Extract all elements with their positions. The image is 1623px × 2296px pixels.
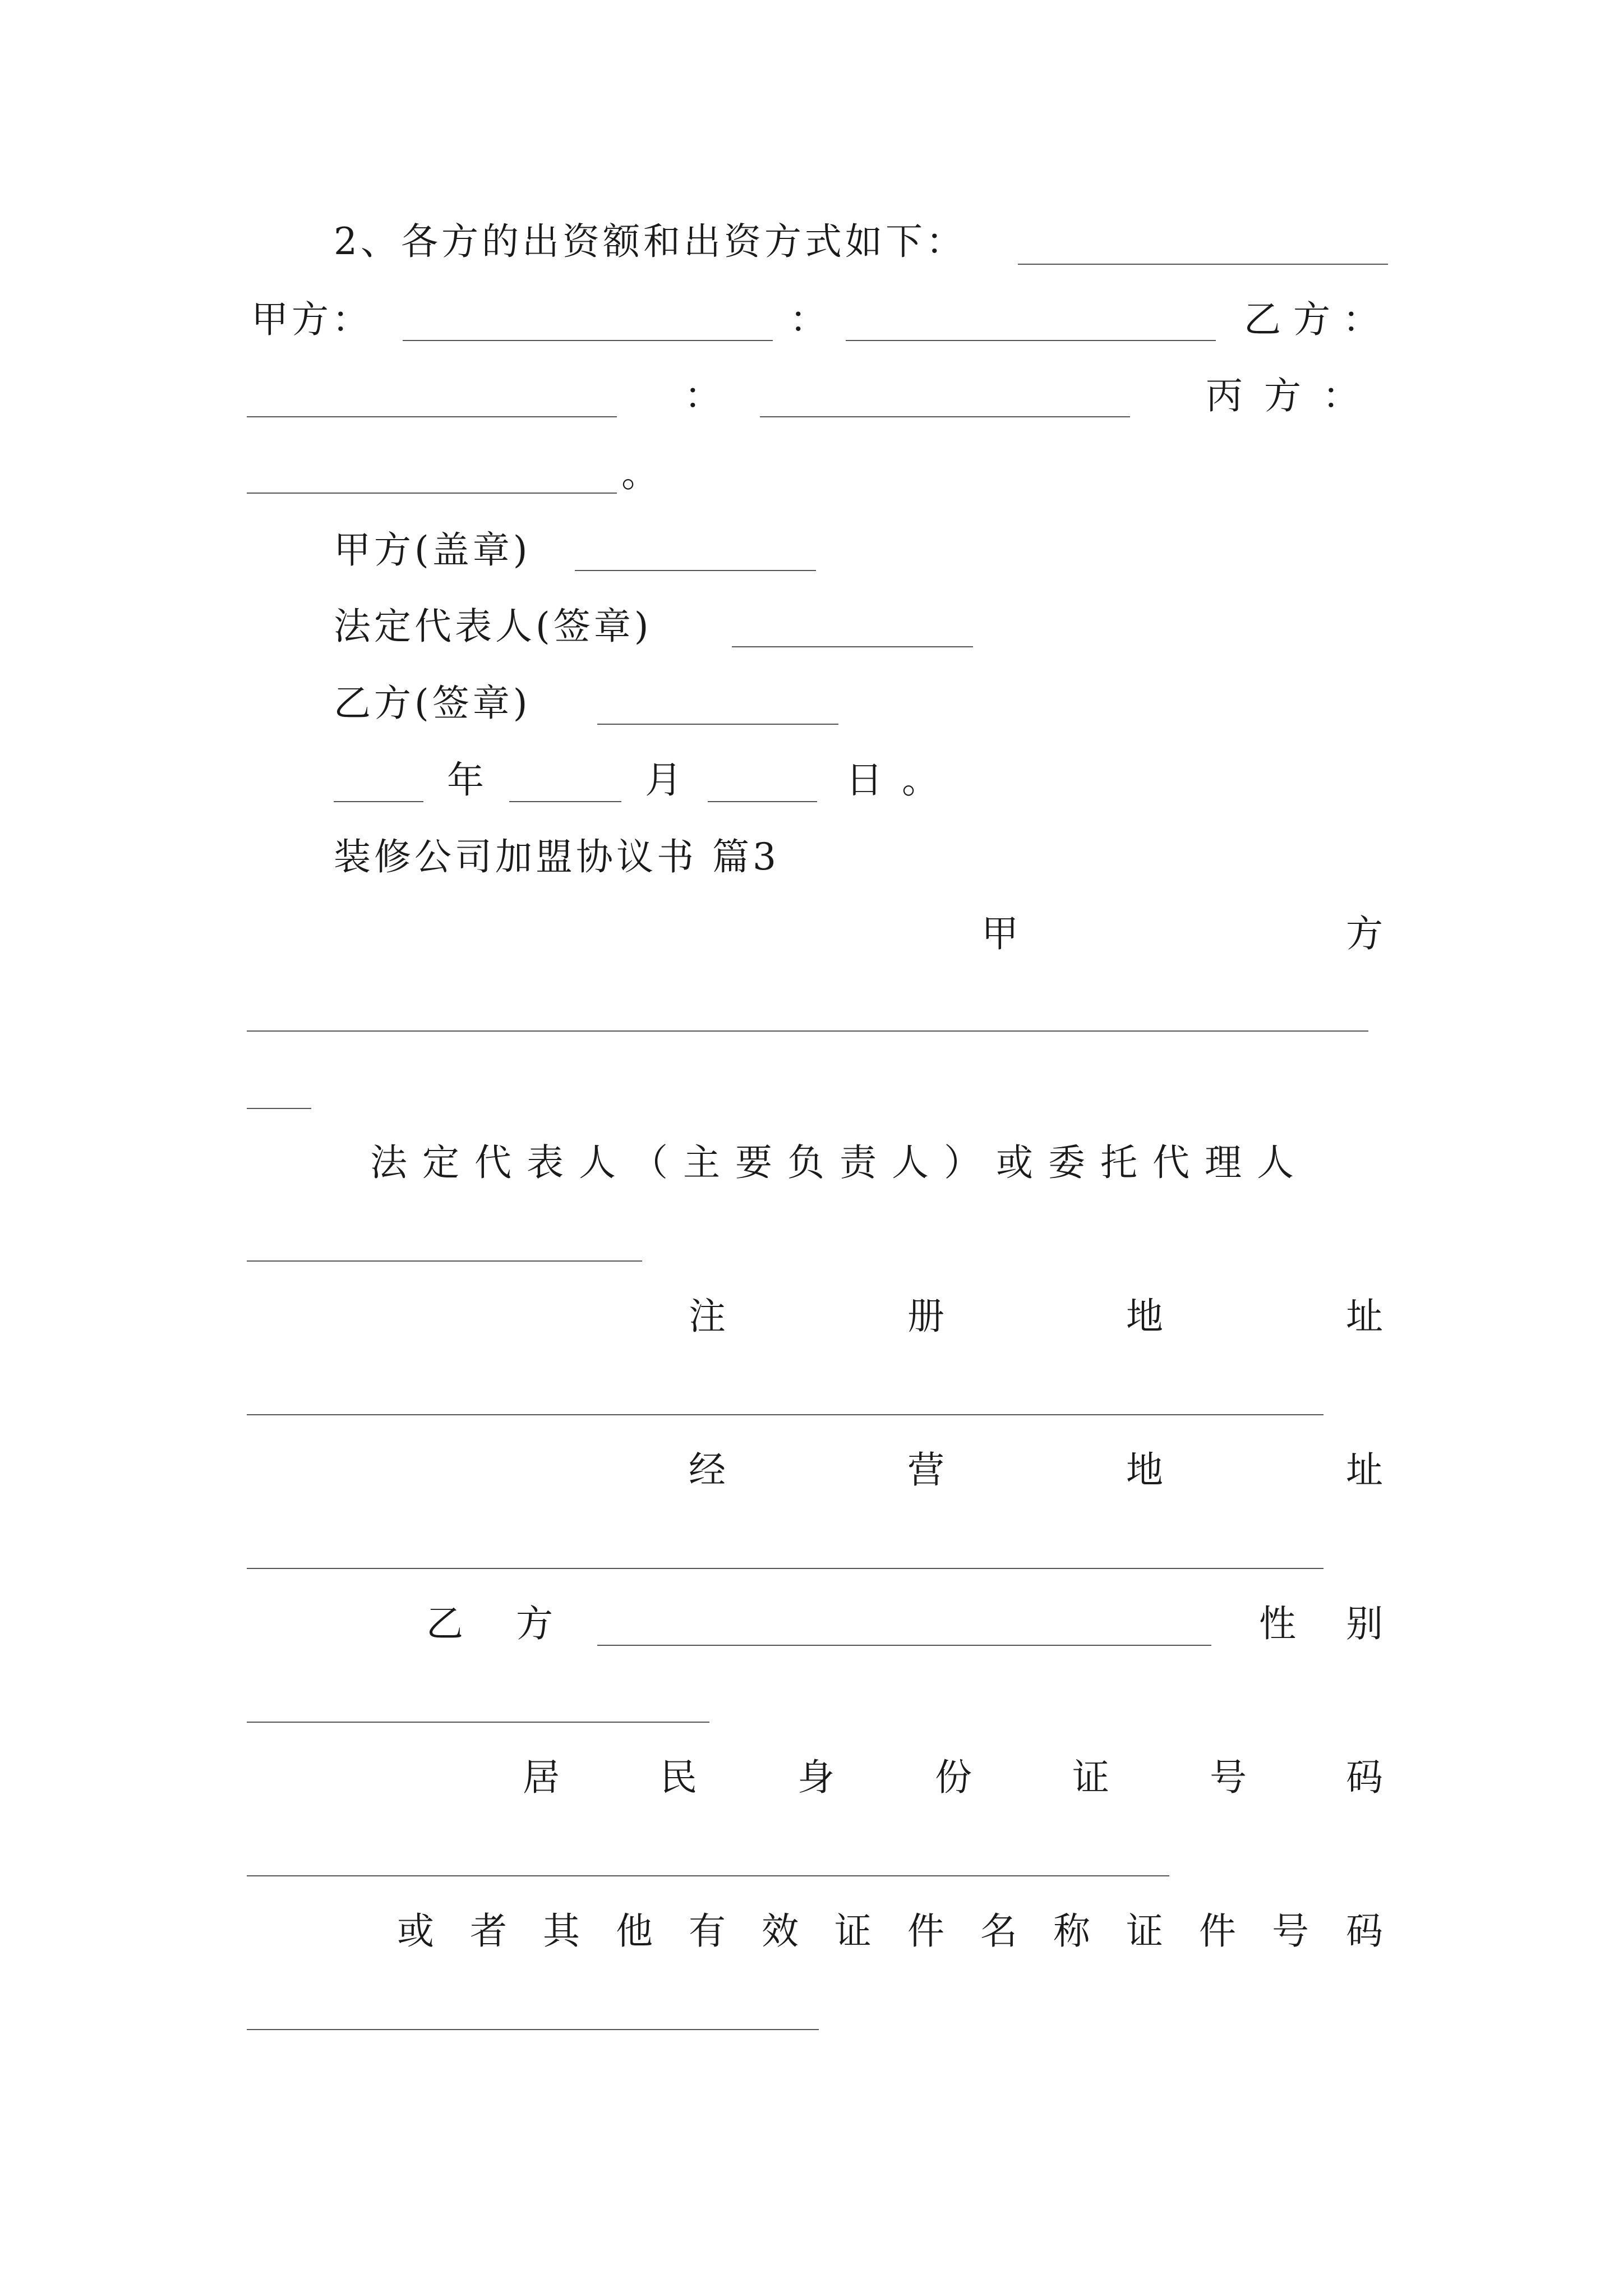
legal-rep-sign-label: 法定代表人(签章) <box>334 605 652 648</box>
date-month: 月 <box>645 758 685 802</box>
field-party-a-char: 方 <box>1346 912 1383 955</box>
blank-line <box>597 724 838 725</box>
blank-line <box>247 1568 1324 1569</box>
party-b-label: 乙方： <box>1244 298 1392 341</box>
party-b-sign-label: 乙方(签章) <box>334 682 531 725</box>
field-biz-addr-char: 地 <box>1126 1448 1163 1492</box>
blank-line <box>597 1645 1211 1646</box>
blank-line <box>247 1875 1169 1876</box>
blank-line <box>760 416 1130 417</box>
field-biz-addr-char: 址 <box>1346 1448 1383 1492</box>
party-a-label: 甲方： <box>251 298 372 341</box>
colon: ： <box>790 298 830 341</box>
field-other-id-char: 证 <box>1126 1910 1163 1953</box>
date-year: 年 <box>447 758 487 802</box>
field-biz-addr-char: 经 <box>689 1448 726 1492</box>
field-id-no-char: 号 <box>1210 1756 1247 1799</box>
blank-line <box>334 801 423 802</box>
field-other-id-char: 码 <box>1346 1910 1383 1953</box>
field-gender-char: 别 <box>1346 1602 1383 1645</box>
field-reg-addr-char: 注 <box>689 1295 726 1338</box>
field-party-a-char: 甲 <box>981 912 1018 955</box>
field-legal-rep: 法定代表人（主要负责人）或委托代理人 <box>370 1141 1309 1184</box>
field-id-no-char: 身 <box>797 1756 834 1799</box>
blank-line <box>247 416 617 417</box>
blank-line <box>247 1108 311 1109</box>
blank-line <box>732 646 973 647</box>
section-title: 装修公司加盟协议书 篇3 <box>334 835 780 878</box>
field-other-id-char: 或 <box>397 1910 434 1953</box>
field-reg-addr-char: 地 <box>1126 1295 1163 1338</box>
blank-line <box>1018 264 1388 265</box>
field-other-id-char: 号 <box>1272 1910 1309 1953</box>
blank-line <box>247 2029 819 2030</box>
blank-line <box>247 1414 1324 1415</box>
field-other-id-char: 他 <box>616 1910 653 1953</box>
capital-heading: 2、各方的出资额和出资方式如下： <box>334 220 966 263</box>
date-day: 日 <box>846 758 886 802</box>
blank-line <box>247 1722 709 1723</box>
field-other-id-char: 件 <box>907 1910 944 1953</box>
party-c-label: 丙方： <box>1206 374 1381 417</box>
blank-line <box>575 570 816 571</box>
colon: ： <box>684 374 725 417</box>
field-other-id-char: 有 <box>689 1910 726 1953</box>
field-other-id-char: 其 <box>543 1910 580 1953</box>
field-id-no-char: 居 <box>523 1756 560 1799</box>
blank-line <box>247 493 617 494</box>
blank-line <box>509 801 621 802</box>
field-id-no-char: 民 <box>660 1756 697 1799</box>
blank-line <box>403 340 773 341</box>
blank-line <box>846 340 1216 341</box>
field-other-id-char: 效 <box>762 1910 799 1953</box>
party-a-seal-label: 甲方(盖章) <box>334 528 531 572</box>
field-id-no-char: 证 <box>1072 1756 1109 1799</box>
field-gender-char: 性 <box>1259 1602 1296 1645</box>
field-biz-addr-char: 营 <box>907 1448 944 1492</box>
field-party-b-char: 乙 <box>426 1602 463 1645</box>
blank-line <box>708 801 817 802</box>
field-other-id-char: 称 <box>1053 1910 1090 1953</box>
date-end: 。 <box>902 758 942 802</box>
field-other-id-char: 证 <box>834 1910 872 1953</box>
field-other-id-char: 名 <box>980 1910 1017 1953</box>
field-other-id-char: 件 <box>1199 1910 1236 1953</box>
field-id-no-char: 份 <box>935 1756 972 1799</box>
field-party-b-char: 方 <box>516 1602 553 1645</box>
field-other-id-char: 者 <box>470 1910 507 1953</box>
period: 。 <box>621 452 662 495</box>
blank-line <box>247 1030 1368 1032</box>
field-reg-addr-char: 册 <box>907 1295 944 1338</box>
field-id-no-char: 码 <box>1346 1756 1383 1799</box>
field-reg-addr-char: 址 <box>1346 1295 1383 1338</box>
blank-line <box>247 1260 642 1262</box>
